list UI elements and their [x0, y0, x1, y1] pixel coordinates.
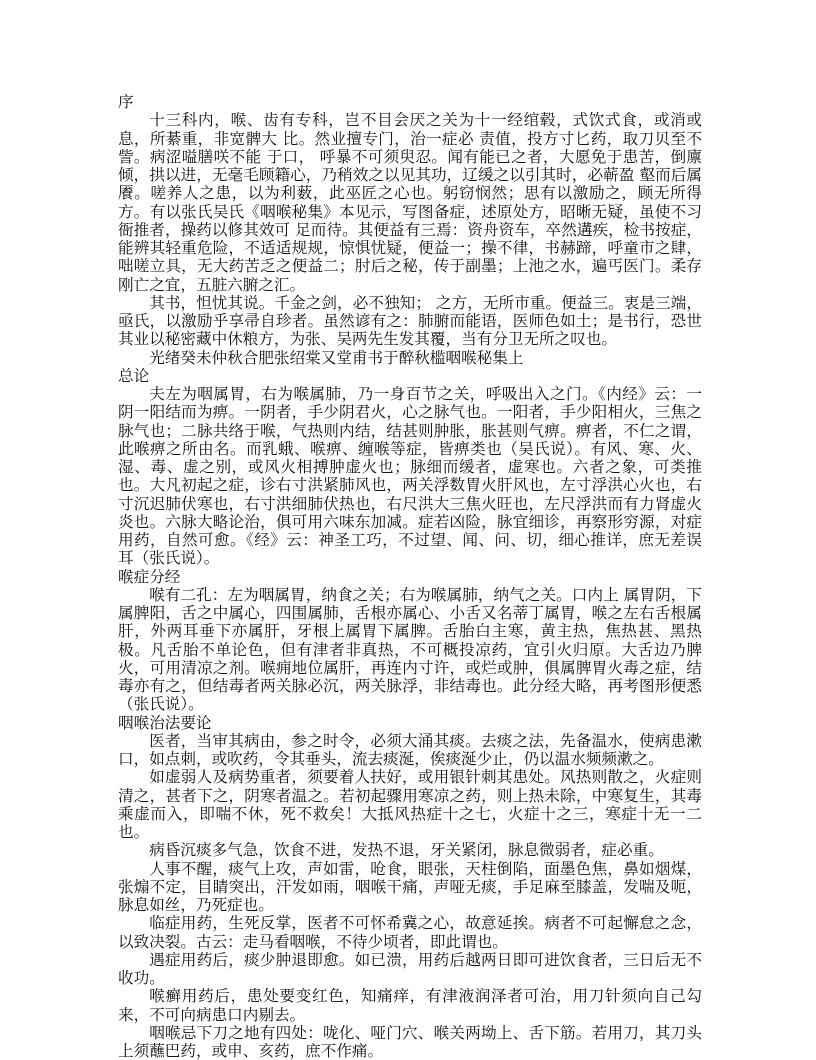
paragraph: 人事不醒，痰气上攻，声如雷，呛食，眼张，天柱倒陷，面墨色焦，鼻如烟煤，张煽不定，目睛突出，汗发如雨，咽喉干痛，声哑无痰，手足麻至膝盖，发喘及呃，脉息如丝，乃死症也。 [118, 859, 702, 914]
paragraph: 咽喉忌下刀之地有四处：咙化、哑门穴、喉关两坳上、舌下筋。若用刀，其刀头上须蘸巴药，或申、亥药，庶不作痛。 [118, 1023, 702, 1060]
heading-treatment-essentials: 咽喉治法要论 [118, 713, 212, 732]
paragraph: 病昏沉痰多气急，饮食不进，发热不退，牙关紧闭，脉息微弱者，症必重。 [149, 841, 664, 860]
paragraph: 临症用药，生死反掌，医者不可怀希冀之心，故意延挨。病者不可起懈怠之念，以致决裂。古云：走马看咽喉，不待少顷者，即此谓也。 [118, 914, 702, 951]
signature-line: 光绪癸未仲秋合肥张绍棠又堂甫书于醉秋槛咽喉秘集上 [149, 348, 524, 367]
paragraph: 十三科内，喉、齿有专科，岂不目会厌之关为十一经绾毂，式饮式食，或消或息，所綦重，非宽髀大 比。然业擅专门，治一症必 责值，投方寸匕药，取刀贝至不訾。病涩嗌膳咲不能 于口， 呼暴不可须臾忍。闻有能已之者，大愿免于患苦，倒廪倾，拱以进，无毫毛顾籍心，乃稍效之以见其功，辽缓之以引其时，必蕲盈 壑而后属餍。嗟养人之患，以为利薮，此巫匠之心也。躬窃悯然；思有以激励之，顾无所得方。有以张氏吴氏《咽喉秘集》本见示，写图备症，述原处方，昭晰无疑，虽使不习衙推者，操药以修其效可 足而待。其便益有三焉：资舟资车，卒然遘疾，检书按症，能辨其轻重危险，不适适规规，惊惧忧疑，便益一；操不律，书赫蹄，呼童市之肆，咄嗟立具，无大药苦乏之便益二；肘后之秘，传于副墨；上池之水，遍丐医门。柔存刚亡之宜，五脏六腑之汇。 [118, 111, 702, 294]
paragraph: 遇症用药后，痰少肿退即愈。如已溃，用药后越两日即可进饮食者，三日后无不收功。 [118, 950, 702, 987]
heading-general-discussion: 总论 [118, 366, 150, 385]
paragraph: 如虚弱人及病势重者，须要着人扶好，或用银针刺其患处。风热则散之，火症则清之，甚者下之，阴寒者温之。若初起骤用寒凉之药，则上热未除，中寒复生，其毒乘虚而入，即喘不休，死不救矣！大抵风热症十之七，火症十之三，寒症十无一二也。 [118, 768, 702, 841]
paragraph: 其书，怛忧其说。千金之剑，必不独知； 之方，无所市重。便益三。衷是三端，亟氏，以激励乎享帚自珍者。虽然谚有之：肺腑而能语，医师色如土；是书行，恐世其业以秘密藏中休粮方，为张、吴两先生发其覆，当有分卫无所之叹也。 [118, 293, 702, 349]
document-body [118, 93, 702, 1060]
paragraph: 夫左为咽属胃，右为喉属肺，乃一身百节之关，呼吸出入之门。《内经》云：一阴一阳结而为痹。一阴者，手少阴君火，心之脉气也。一阳者，手少阳相火，三焦之脉气也；二脉共络于喉，气热则内结，结甚则肿胀，胀甚则气痹。痹者，不仁之谓，此喉痹之所由名。而乳蛾、喉痹、缠喉等症，皆痹类也（吴氏说）。有风、寒、火、湿、毒、虚之别，或风火相搏肿虚火也；脉细而缓者，虚寒也。六者之象，可类推也。大凡初起之症，诊右寸洪紧肺风也，两关浮数胃火肝风也，左寸浮洪心火也，右寸沉迟肺伏寒也，右寸洪细肺伏热也，右尺洪大三焦火旺也，左尺浮洪而有力肾虚火炎也。六脉大略论治，俱可用六味东加减。症若凶险，脉宜细诊，再察形穷源，对症用药，自然可愈。《经》云：神圣工巧，不过望、闻、问、切，细心推详，庶无差误耳（张氏说）。 [118, 385, 702, 568]
heading-preface: 序 [118, 93, 134, 111]
heading-throat-meridians: 喉症分经 [118, 567, 181, 586]
paragraph: 喉癣用药后，患处要变红色，知痛痒，有津液润泽者可治，用刀针须向自己勾来，不可向病患口内剔去。 [118, 987, 702, 1024]
paragraph: 医者，当审其病由，参之时令，必须大涌其痰。去痰之法，先备温水，使病患漱口，如点刺，或吹药，令其垂头，流去痰涎，俟痰涎少止，仍以温水频频漱之。 [118, 731, 702, 768]
paragraph: 喉有二孔：左为咽属胃，纳食之关；右为喉属肺，纳气之关。口内上 属胃阴，下 属脾阳，舌之中属心，四围属肺，舌根亦属心、小舌又名蒂丁属胃，喉之左右舌根属肝，外两耳垂下亦属肝，牙根上属胃下属脾。舌胎白主寒，黄主热，焦热甚、黑热极。凡舌胎不单论色，但有津者非真热，不可概投凉药，宜引火归原。大舌边乃脾火，可用清凉之剂。喉痈地位属肝，再连内寸许，或烂或肿，俱属脾胃火毒之症，结毒亦有之，但结毒者两关脉必沉，两关脉浮，非结毒也。此分经大略，再考图形便悉（张氏说）。 [118, 585, 702, 714]
